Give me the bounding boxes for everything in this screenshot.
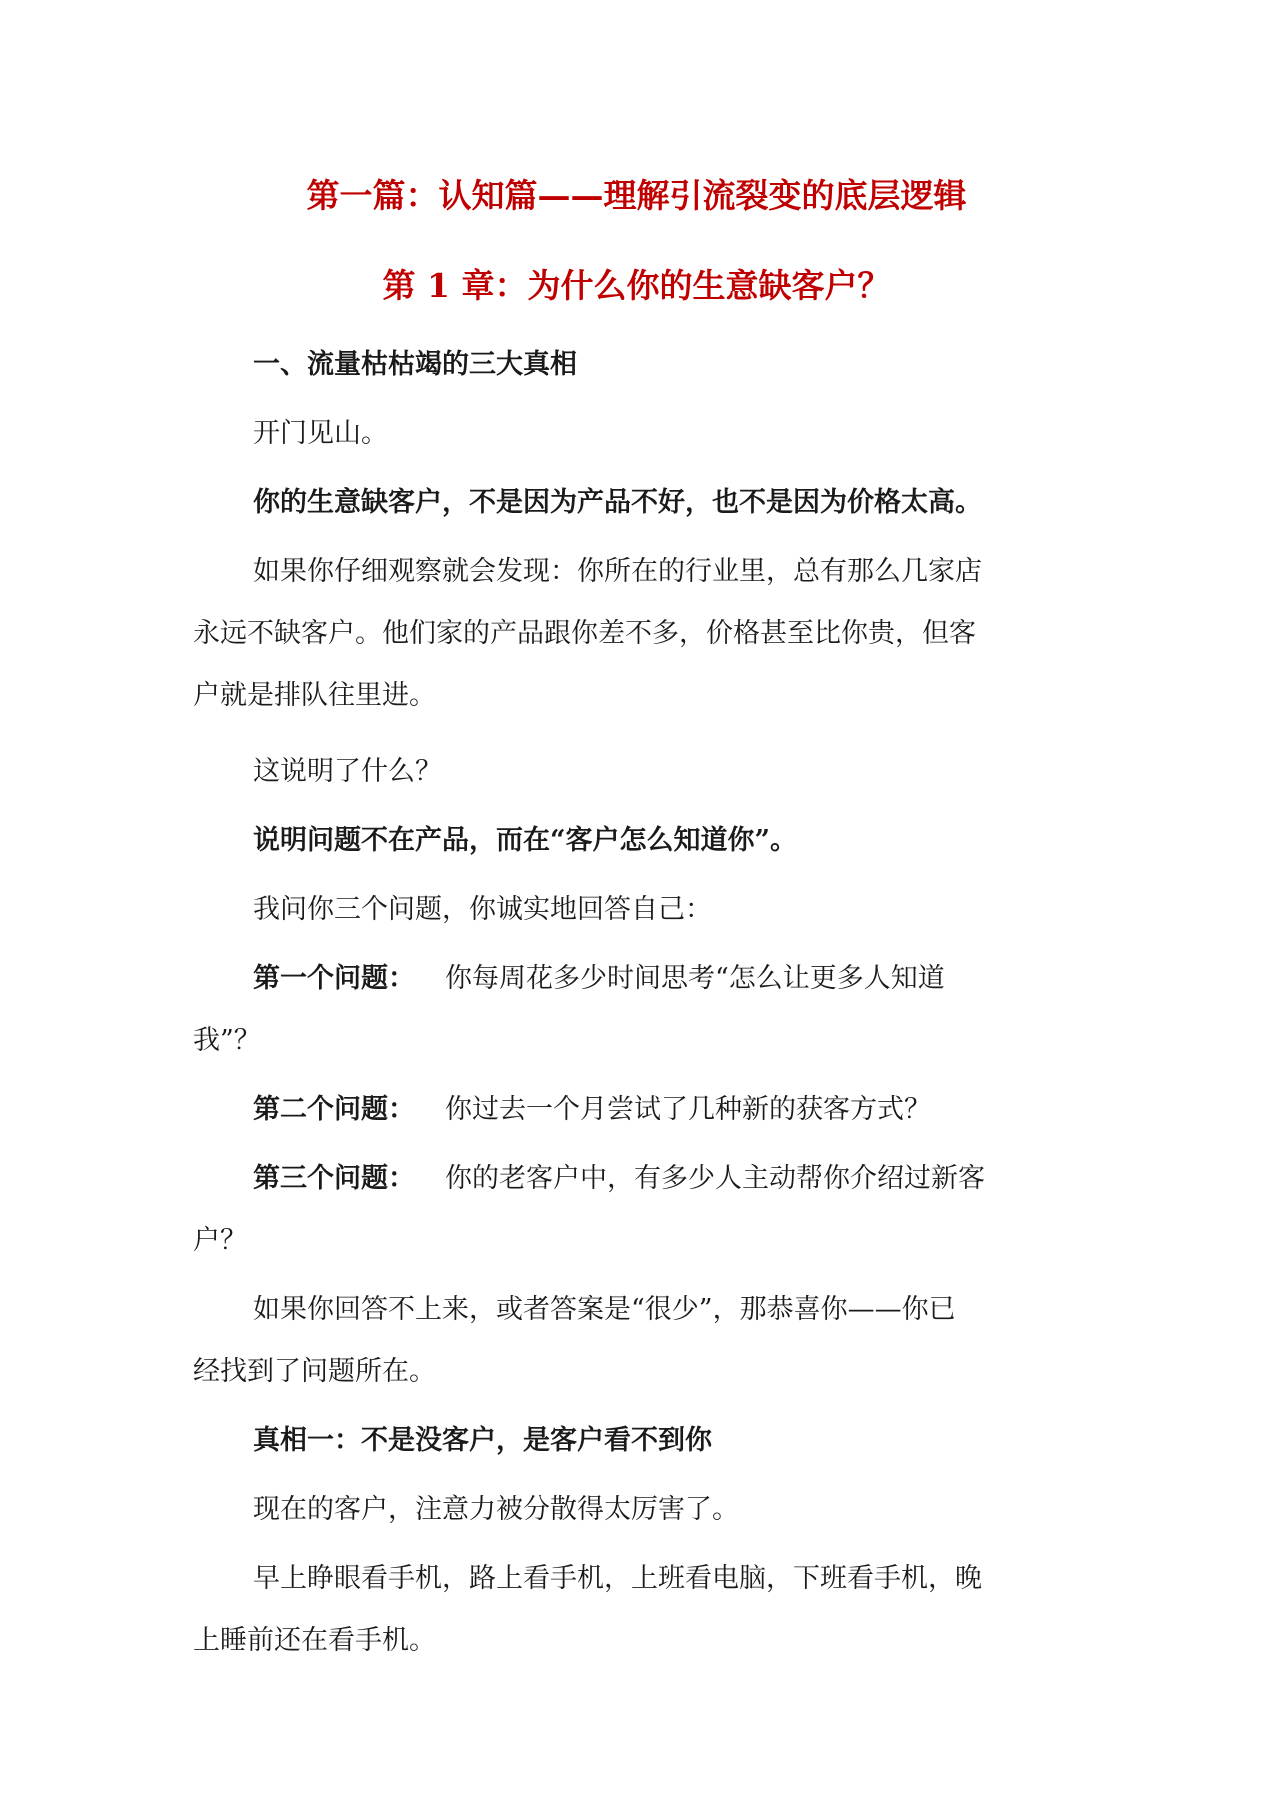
section-heading: 一、流量枯枯竭的三大真相 — [253, 349, 577, 380]
paragraph-9-line-1: 早上睁眼看手机，路上看手机，上班看电脑，下班看手机，晚 — [253, 1563, 982, 1594]
paragraph-6: 我问你三个问题，你诚实地回答自己： — [253, 894, 712, 925]
question-1-text: 你每周花多少时间思考“怎么让更多人知道 — [445, 963, 945, 994]
paragraph-2-bold: 你的生意缺客户，不是因为产品不好，也不是因为价格太高。 — [253, 487, 982, 518]
chapter-title: 第 1 章：为什么你的生意缺客户？ — [382, 266, 891, 305]
question-3-text: 你的老客户中，有多少人主动帮你介绍过新客 — [445, 1163, 985, 1194]
paragraph-5-bold: 说明问题不在产品，而在“客户怎么知道你”。 — [253, 825, 798, 856]
paragraph-9 — [193, 1548, 1073, 1672]
question-2 — [193, 1079, 1073, 1141]
question-3 — [193, 1148, 1073, 1272]
question-1-line-2: 我”？ — [193, 1025, 261, 1056]
paragraph-1: 开门见山。 — [253, 418, 388, 449]
paragraph-9-line-2: 上睡前还在看手机。 — [193, 1625, 436, 1656]
paragraph-3-line-3: 户就是排队往里进。 — [193, 680, 436, 711]
paragraph-3 — [193, 541, 1073, 727]
question-1-label: 第一个问题： — [253, 963, 415, 994]
question-2-text: 你过去一个月尝试了几种新的获客方式？ — [445, 1094, 931, 1125]
paragraph-7-line-1: 如果你回答不上来，或者答案是“很少”，那恭喜你——你已 — [253, 1294, 956, 1325]
paragraph-7-line-2: 经找到了问题所在。 — [193, 1356, 436, 1387]
question-1 — [193, 948, 1073, 1072]
question-2-label: 第二个问题： — [253, 1094, 415, 1125]
paragraph-8: 现在的客户，注意力被分散得太厉害了。 — [253, 1494, 739, 1525]
paragraph-3-line-2: 永远不缺客户。他们家的产品跟你差不多，价格甚至比你贵，但客 — [193, 618, 976, 649]
question-3-line-1 — [193, 1148, 1073, 1210]
question-1-line-1 — [193, 948, 1073, 1010]
paragraph-4: 这说明了什么？ — [253, 756, 442, 787]
paragraph-7 — [193, 1279, 1073, 1403]
question-3-label: 第三个问题： — [253, 1163, 415, 1194]
truth-1-heading: 真相一：不是没客户，是客户看不到你 — [253, 1425, 712, 1456]
question-3-line-2: 户？ — [193, 1225, 247, 1256]
paragraph-3-line-1: 如果你仔细观察就会发现：你所在的行业里，总有那么几家店 — [253, 556, 982, 587]
part-title: 第一篇：认知篇——理解引流裂变的底层逻辑 — [306, 176, 967, 215]
